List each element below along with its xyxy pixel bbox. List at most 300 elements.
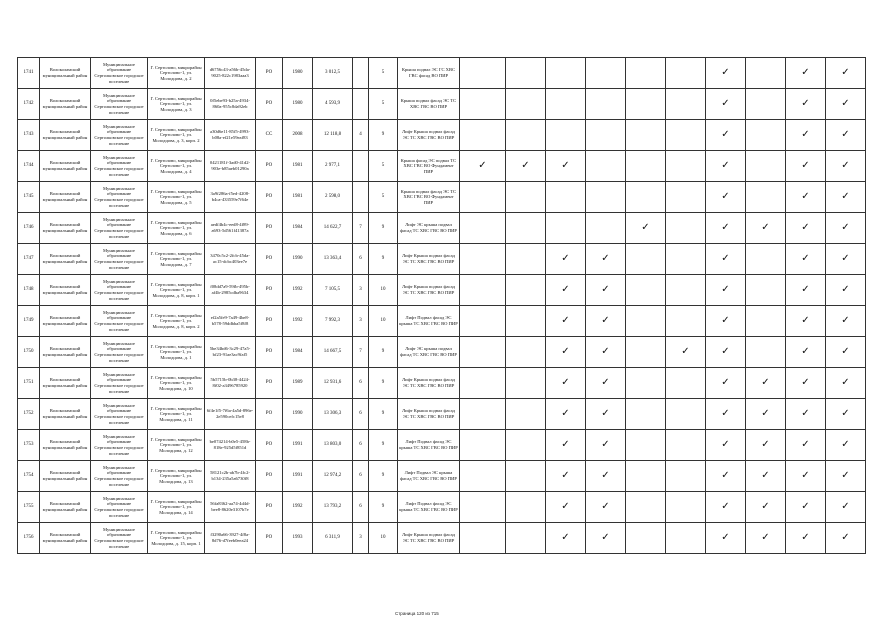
district-cell: Волоколамский муниципальный район: [40, 151, 91, 182]
type-cell: РО: [256, 337, 283, 368]
empty-check-cell: [626, 89, 666, 120]
empty-check-cell: [546, 182, 586, 213]
empty-check-cell: [626, 275, 666, 306]
empty-check-cell: [460, 461, 506, 492]
area-cell: 13 803,0: [313, 430, 353, 461]
check-mark-icon: ✓: [786, 182, 826, 213]
empty-check-cell: [626, 430, 666, 461]
floors-cell: 9: [369, 337, 398, 368]
check-mark-icon: ✓: [586, 430, 626, 461]
district-cell: Волоколамский муниципальный район: [40, 492, 91, 523]
empty-check-cell: [460, 368, 506, 399]
district-cell: Волоколамский муниципальный район: [40, 182, 91, 213]
empty-check-cell: [666, 120, 706, 151]
municipality-cell: Муниципальное образование Сертолковское городское поселение: [91, 182, 148, 213]
address-cell: Г. Сертолово, микрорайон Сертолово-1, ул. Молодцова, д. 15, корп. 1: [148, 523, 205, 554]
check-mark-icon: ✓: [786, 368, 826, 399]
empty-check-cell: [460, 492, 506, 523]
register-table: [17, 57, 866, 554]
year-cell: 1991: [283, 430, 313, 461]
row-number: 1754: [18, 461, 40, 492]
district-cell: Волоколамский муниципальный район: [40, 275, 91, 306]
area-cell: 14 622,7: [313, 213, 353, 244]
municipality-cell: Муниципальное образование Сертолковское городское поселение: [91, 275, 148, 306]
empty-check-cell: [626, 58, 666, 89]
empty-check-cell: [666, 430, 706, 461]
address-cell: Г. Сертолово, микрорайон Сертолово-1, ул. Молодцова, д. 3: [148, 89, 205, 120]
empty-check-cell: [666, 523, 706, 554]
type-cell: РО: [256, 89, 283, 120]
table-row: [18, 306, 866, 337]
year-cell: 1981: [283, 151, 313, 182]
address-cell: Г. Сертолово, микрорайон Сертолово-1, ул. Молодцова, д. 14: [148, 492, 205, 523]
check-mark-icon: ✓: [586, 368, 626, 399]
municipality-cell: Муниципальное образование Сертолковское городское поселение: [91, 430, 148, 461]
table-row: [18, 523, 866, 554]
page-footer: Страница 120 из 715: [395, 611, 439, 616]
empty-check-cell: [586, 120, 626, 151]
district-cell: Волоколамский муниципальный район: [40, 523, 91, 554]
empty-check-cell: [666, 368, 706, 399]
row-number: 1742: [18, 89, 40, 120]
type-cell: РО: [256, 213, 283, 244]
empty-check-cell: [506, 399, 546, 430]
municipality-cell: Муниципальное образование Сертолковское городское поселение: [91, 523, 148, 554]
empty-check-cell: [546, 120, 586, 151]
check-mark-icon: ✓: [626, 213, 666, 244]
district-cell: Волоколамский муниципальный район: [40, 430, 91, 461]
lifts-cell: 6: [353, 461, 369, 492]
empty-check-cell: [746, 337, 786, 368]
check-mark-icon: ✓: [546, 399, 586, 430]
check-mark-icon: ✓: [546, 151, 586, 182]
type-cell: РО: [256, 182, 283, 213]
municipality-cell: Муниципальное образование Сертолковское городское поселение: [91, 120, 148, 151]
check-mark-icon: ✓: [826, 151, 866, 182]
row-number: 1752: [18, 399, 40, 430]
check-mark-icon: ✓: [586, 244, 626, 275]
address-cell: Г. Сертолово, микрорайон Сертолово-1, ул. Молодцова, д. 3, корп. 2: [148, 120, 205, 151]
check-mark-icon: ✓: [586, 399, 626, 430]
empty-check-cell: [586, 213, 626, 244]
municipality-cell: Муниципальное образование Сертолковское городское поселение: [91, 58, 148, 89]
works-cell: Крыша подвал ЭС ГС ХВС ГВС фасад ВО ПИР: [398, 58, 460, 89]
check-mark-icon: ✓: [746, 461, 786, 492]
empty-check-cell: [460, 275, 506, 306]
row-number: 1755: [18, 492, 40, 523]
empty-check-cell: [666, 244, 706, 275]
area-cell: 7 992,3: [313, 306, 353, 337]
table-row: [18, 120, 866, 151]
year-cell: 1992: [283, 275, 313, 306]
municipality-cell: Муниципальное образование Сертолковское городское поселение: [91, 151, 148, 182]
empty-check-cell: [626, 368, 666, 399]
empty-check-cell: [506, 120, 546, 151]
fias-code-cell: f3290a66-3927-4f8a-8d76-d7feeb0eea24: [205, 523, 256, 554]
works-cell: Крыша подвал фасад ЭС ТС ХВС ГВС ВО Фундамент ПИР: [398, 182, 460, 213]
check-mark-icon: ✓: [826, 213, 866, 244]
district-cell: Волоколамский муниципальный район: [40, 120, 91, 151]
table-row: [18, 244, 866, 275]
municipality-cell: Муниципальное образование Сертолковское городское поселение: [91, 461, 148, 492]
type-cell: РО: [256, 399, 283, 430]
check-mark-icon: ✓: [826, 368, 866, 399]
municipality-cell: Муниципальное образование Сертолковское городское поселение: [91, 89, 148, 120]
empty-check-cell: [460, 399, 506, 430]
empty-check-cell: [460, 58, 506, 89]
year-cell: 2008: [283, 120, 313, 151]
fias-code-cell: 0f5ebe93-b25a-4934-860a-955c8da92eb: [205, 89, 256, 120]
table-row: [18, 430, 866, 461]
lifts-cell: [353, 182, 369, 213]
check-mark-icon: ✓: [706, 461, 746, 492]
empty-check-cell: [626, 461, 666, 492]
check-mark-icon: ✓: [706, 120, 746, 151]
row-number: 1744: [18, 151, 40, 182]
check-mark-icon: ✓: [706, 399, 746, 430]
district-cell: Волоколамский муниципальный район: [40, 461, 91, 492]
empty-check-cell: [626, 151, 666, 182]
municipality-cell: Муниципальное образование Сертолковское городское поселение: [91, 492, 148, 523]
address-cell: Г. Сертолово, микрорайон Сертолово-1, ул. Молодцова, д. 5: [148, 182, 205, 213]
table-row: [18, 89, 866, 120]
empty-check-cell: [666, 399, 706, 430]
type-cell: РО: [256, 58, 283, 89]
empty-check-cell: [666, 492, 706, 523]
row-number: 1749: [18, 306, 40, 337]
works-cell: Лифт Крыша подвал фасад ЭС ТС ХВС ГВС ВО ПИР: [398, 399, 460, 430]
fias-code-cell: 58121c2b-ab7b-4fc2-b134-235a5a6730f8: [205, 461, 256, 492]
check-mark-icon: ✓: [546, 523, 586, 554]
check-mark-icon: ✓: [746, 523, 786, 554]
type-cell: РО: [256, 430, 283, 461]
check-mark-icon: ✓: [586, 337, 626, 368]
empty-check-cell: [586, 89, 626, 120]
empty-check-cell: [666, 461, 706, 492]
check-mark-icon: ✓: [586, 275, 626, 306]
floors-cell: 5: [369, 151, 398, 182]
fias-code-cell: a30d6e11-85f5-4993-b08a-ef21e59eaf83: [205, 120, 256, 151]
floors-cell: 9: [369, 430, 398, 461]
floors-cell: 10: [369, 306, 398, 337]
table-row: [18, 368, 866, 399]
floors-cell: 9: [369, 399, 398, 430]
row-number: 1745: [18, 182, 40, 213]
floors-cell: 9: [369, 461, 398, 492]
empty-check-cell: [746, 275, 786, 306]
empty-check-cell: [546, 213, 586, 244]
district-cell: Волоколамский муниципальный район: [40, 58, 91, 89]
check-mark-icon: ✓: [786, 58, 826, 89]
works-cell: Лифт Крыша подвал фасад ЭС ТС ХВС ГВС ВО ПИР: [398, 120, 460, 151]
lifts-cell: 6: [353, 399, 369, 430]
area-cell: 2 598,0: [313, 182, 353, 213]
check-mark-icon: ✓: [826, 275, 866, 306]
row-number: 1756: [18, 523, 40, 554]
fias-code-cell: be074214-b0e5-458b-818e-925d5f851d: [205, 430, 256, 461]
address-cell: Г. Сертолово, микрорайон Сертолово-1, ул. Молодцова, д. 8, корп. 2: [148, 306, 205, 337]
area-cell: 13 363,4: [313, 244, 353, 275]
row-number: 1743: [18, 120, 40, 151]
check-mark-icon: ✓: [826, 306, 866, 337]
district-cell: Волоколамский муниципальный район: [40, 244, 91, 275]
year-cell: 1992: [283, 492, 313, 523]
area-cell: 12 931,6: [313, 368, 353, 399]
type-cell: РО: [256, 523, 283, 554]
empty-check-cell: [746, 58, 786, 89]
table-row: [18, 58, 866, 89]
district-cell: Волоколамский муниципальный район: [40, 368, 91, 399]
empty-check-cell: [586, 58, 626, 89]
works-cell: Крыша фасад ЭС подвал ТС ХВС ГВС ВО Фундамент ПИР: [398, 151, 460, 182]
empty-check-cell: [666, 58, 706, 89]
check-mark-icon: ✓: [546, 368, 586, 399]
check-mark-icon: ✓: [826, 244, 866, 275]
lifts-cell: 7: [353, 213, 369, 244]
empty-check-cell: [506, 492, 546, 523]
check-mark-icon: ✓: [706, 306, 746, 337]
floors-cell: 9: [369, 492, 398, 523]
check-mark-icon: ✓: [786, 120, 826, 151]
check-mark-icon: ✓: [586, 461, 626, 492]
area-cell: 2 977,1: [313, 151, 353, 182]
empty-check-cell: [506, 182, 546, 213]
table-row: [18, 275, 866, 306]
check-mark-icon: ✓: [506, 151, 546, 182]
type-cell: РО: [256, 244, 283, 275]
area-cell: 13 793,2: [313, 492, 353, 523]
empty-check-cell: [460, 337, 506, 368]
fias-code-cell: 5be34bd6-3c29-47a5-bf23-91ae3ac9faf5: [205, 337, 256, 368]
empty-check-cell: [626, 306, 666, 337]
check-mark-icon: ✓: [706, 182, 746, 213]
check-mark-icon: ✓: [546, 337, 586, 368]
fias-code-cell: 5b5715b-0b38-4424-8f02-a3496785920: [205, 368, 256, 399]
lifts-cell: [353, 58, 369, 89]
address-cell: Г. Сертолово, микрорайон Сертолово-1, ул. Молодцова, д. 2: [148, 58, 205, 89]
check-mark-icon: ✓: [786, 306, 826, 337]
floors-cell: 10: [369, 275, 398, 306]
empty-check-cell: [506, 275, 546, 306]
check-mark-icon: ✓: [546, 461, 586, 492]
empty-check-cell: [626, 523, 666, 554]
empty-check-cell: [506, 337, 546, 368]
empty-check-cell: [746, 182, 786, 213]
type-cell: РО: [256, 368, 283, 399]
check-mark-icon: ✓: [826, 120, 866, 151]
check-mark-icon: ✓: [826, 492, 866, 523]
empty-check-cell: [666, 275, 706, 306]
check-mark-icon: ✓: [826, 523, 866, 554]
check-mark-icon: ✓: [586, 523, 626, 554]
empty-check-cell: [460, 120, 506, 151]
works-cell: Лифт Крыша подвал фасад ЭС ТС ХВС ГВС ВО ПИР: [398, 523, 460, 554]
check-mark-icon: ✓: [706, 337, 746, 368]
lifts-cell: 6: [353, 244, 369, 275]
check-mark-icon: ✓: [746, 430, 786, 461]
works-cell: Лифт ЭС крыша подвал фасад ТС ХВС ГВС ВО ПИР: [398, 213, 460, 244]
address-cell: Г. Сертолово, микрорайон Сертолово-1, ул. Молодцова, д. 13: [148, 461, 205, 492]
district-cell: Волоколамский муниципальный район: [40, 213, 91, 244]
district-cell: Волоколамский муниципальный район: [40, 337, 91, 368]
check-mark-icon: ✓: [746, 213, 786, 244]
year-cell: 1990: [283, 399, 313, 430]
empty-check-cell: [626, 337, 666, 368]
floors-cell: 5: [369, 89, 398, 120]
empty-check-cell: [746, 89, 786, 120]
area-cell: 6 311,9: [313, 523, 353, 554]
empty-check-cell: [586, 182, 626, 213]
empty-check-cell: [666, 89, 706, 120]
check-mark-icon: ✓: [786, 89, 826, 120]
check-mark-icon: ✓: [460, 151, 506, 182]
check-mark-icon: ✓: [826, 399, 866, 430]
type-cell: РО: [256, 275, 283, 306]
municipality-cell: Муниципальное образование Сертолковское городское поселение: [91, 306, 148, 337]
empty-check-cell: [506, 89, 546, 120]
check-mark-icon: ✓: [666, 337, 706, 368]
fias-code-cell: ef2a5fe9-7a49-4be8-b578-59ddbba5f8f8: [205, 306, 256, 337]
municipality-cell: Муниципальное образование Сертолковское городское поселение: [91, 244, 148, 275]
empty-check-cell: [460, 430, 506, 461]
area-cell: 13 306,3: [313, 399, 353, 430]
table-row: [18, 399, 866, 430]
check-mark-icon: ✓: [786, 337, 826, 368]
check-mark-icon: ✓: [706, 213, 746, 244]
check-mark-icon: ✓: [706, 244, 746, 275]
check-mark-icon: ✓: [706, 151, 746, 182]
check-mark-icon: ✓: [786, 244, 826, 275]
municipality-cell: Муниципальное образование Сертолковское городское поселение: [91, 399, 148, 430]
check-mark-icon: ✓: [546, 275, 586, 306]
row-number: 1741: [18, 58, 40, 89]
empty-check-cell: [506, 523, 546, 554]
empty-check-cell: [586, 151, 626, 182]
empty-check-cell: [506, 58, 546, 89]
address-cell: Г. Сертолово, микрорайон Сертолово-1, ул. Молодцова, д. 10: [148, 368, 205, 399]
year-cell: 1993: [283, 523, 313, 554]
empty-check-cell: [666, 182, 706, 213]
floors-cell: 9: [369, 244, 398, 275]
empty-check-cell: [626, 244, 666, 275]
row-number: 1748: [18, 275, 40, 306]
year-cell: 1980: [283, 89, 313, 120]
empty-check-cell: [460, 213, 506, 244]
row-number: 1751: [18, 368, 40, 399]
lifts-cell: [353, 151, 369, 182]
check-mark-icon: ✓: [826, 430, 866, 461]
empty-check-cell: [460, 244, 506, 275]
empty-check-cell: [546, 89, 586, 120]
address-cell: Г. Сертолово, микрорайон Сертолово-1, ул. Молодцова, д. 8, корп. 1: [148, 275, 205, 306]
check-mark-icon: ✓: [706, 430, 746, 461]
check-mark-icon: ✓: [546, 244, 586, 275]
check-mark-icon: ✓: [786, 492, 826, 523]
empty-check-cell: [460, 182, 506, 213]
empty-check-cell: [506, 368, 546, 399]
lifts-cell: 7: [353, 337, 369, 368]
fias-code-cell: 3470c5c2-2fcb-45da-ac15-dcbc403ee7e: [205, 244, 256, 275]
works-cell: Лифт Крыша подвал фасад ЭС ТС ХВС ГВС ВО ПИР: [398, 275, 460, 306]
floors-cell: 9: [369, 213, 398, 244]
empty-check-cell: [666, 151, 706, 182]
check-mark-icon: ✓: [746, 399, 786, 430]
type-cell: РО: [256, 461, 283, 492]
year-cell: 1984: [283, 337, 313, 368]
lifts-cell: 3: [353, 275, 369, 306]
lifts-cell: [353, 89, 369, 120]
works-cell: Крыша подвал фасад ЭС ТС ХВС ГВС ВО ПИР: [398, 89, 460, 120]
check-mark-icon: ✓: [786, 523, 826, 554]
check-mark-icon: ✓: [706, 275, 746, 306]
floors-cell: 10: [369, 523, 398, 554]
check-mark-icon: ✓: [786, 151, 826, 182]
empty-check-cell: [626, 492, 666, 523]
address-cell: Г. Сертолово, микрорайон Сертолово-1, ул. Молодцова, д. 1: [148, 337, 205, 368]
district-cell: Волоколамский муниципальный район: [40, 306, 91, 337]
empty-check-cell: [626, 120, 666, 151]
table-row: [18, 182, 866, 213]
check-mark-icon: ✓: [706, 523, 746, 554]
empty-check-cell: [506, 213, 546, 244]
floors-cell: 5: [369, 58, 398, 89]
area-cell: 14 667,5: [313, 337, 353, 368]
area-cell: 4 593,9: [313, 89, 353, 120]
floors-cell: 9: [369, 120, 398, 151]
address-cell: Г. Сертолово, микрорайон Сертолово-1, ул. Молодцова, д. 4: [148, 151, 205, 182]
row-number: 1750: [18, 337, 40, 368]
works-cell: Лифт Подвал фасад ЭС крыша ТС ХВС ГВС ВО ПИР: [398, 306, 460, 337]
check-mark-icon: ✓: [586, 306, 626, 337]
year-cell: 1991: [283, 461, 313, 492]
year-cell: 1981: [283, 182, 313, 213]
check-mark-icon: ✓: [826, 58, 866, 89]
empty-check-cell: [460, 306, 506, 337]
check-mark-icon: ✓: [706, 492, 746, 523]
fias-code-cell: 56fa8362-aa74-4d4d-bee8-8620e3107b7e: [205, 492, 256, 523]
municipality-cell: Муниципальное образование Сертолковское городское поселение: [91, 213, 148, 244]
row-number: 1747: [18, 244, 40, 275]
address-cell: Г. Сертолово, микрорайон Сертолово-1, ул. Молодцова, д. 6: [148, 213, 205, 244]
district-cell: Волоколамский муниципальный район: [40, 89, 91, 120]
works-cell: Лифт Подвал фасад ЭС крыша ТС ХВС ГВС ВО ПИР: [398, 430, 460, 461]
check-mark-icon: ✓: [786, 399, 826, 430]
fias-code-cell: 0421181f-3ad0-41d2-903e-b85aeb01290a: [205, 151, 256, 182]
type-cell: РО: [256, 306, 283, 337]
empty-check-cell: [666, 213, 706, 244]
address-cell: Г. Сертолово, микрорайон Сертолово-1, ул. Молодцова, д. 12: [148, 430, 205, 461]
lifts-cell: 6: [353, 368, 369, 399]
empty-check-cell: [506, 244, 546, 275]
type-cell: РО: [256, 492, 283, 523]
check-mark-icon: ✓: [826, 337, 866, 368]
empty-check-cell: [746, 151, 786, 182]
check-mark-icon: ✓: [786, 213, 826, 244]
works-cell: Лифт Подвал ЭС крыша фасад ТС ХВС ГВС ВО ПИР: [398, 461, 460, 492]
empty-check-cell: [546, 58, 586, 89]
lifts-cell: 3: [353, 523, 369, 554]
type-cell: СС: [256, 120, 283, 151]
check-mark-icon: ✓: [546, 430, 586, 461]
check-mark-icon: ✓: [826, 89, 866, 120]
fias-code-cell: f08dd7a9-59fb-495b-af4b-2985cdba9634: [205, 275, 256, 306]
works-cell: Лифт Подвал фасад ЭС крыша ТС ХВС ГВС ВО ПИР: [398, 492, 460, 523]
check-mark-icon: ✓: [706, 89, 746, 120]
area-cell: 12 974,2: [313, 461, 353, 492]
district-cell: Волоколамский муниципальный район: [40, 399, 91, 430]
year-cell: 1989: [283, 368, 313, 399]
type-cell: РО: [256, 151, 283, 182]
